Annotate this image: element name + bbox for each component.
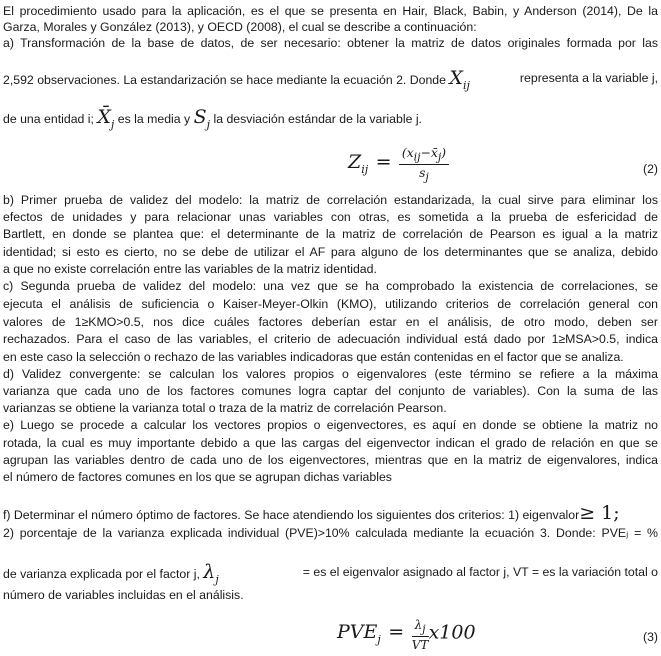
item-a-line-1: a) Transformación de la base de datos, de ser necesario: obtener la matriz de datos originales formada por las	[3, 36, 658, 50]
eq3-tail: x100	[428, 621, 476, 644]
item-c-line-2: ejecuta el análisis de suficiencia o Kaiser-Meyer-Olkin (KMO), utilizando criterios de correlación general con	[3, 297, 658, 311]
item-a-text-5: la desviación estándar de la variable j.	[210, 112, 422, 126]
eq2-denominator: $s_j$	[419, 166, 429, 184]
item-e-line-4: el número de factores comunes en los que se agrupan dichas variables	[3, 470, 392, 484]
math-xij: $X_{ij}$	[449, 67, 470, 92]
item-a-line-3	[3, 106, 658, 136]
item-f-line-1	[3, 503, 658, 525]
equation-3-number: (3)	[642, 630, 658, 644]
item-f-text-2: de varianza explicada por el factor j,	[3, 567, 204, 581]
eq2-lhs: $Z_{ij}$	[348, 151, 369, 176]
item-c-line-4: rechazados. Para el caso de las variables, el criterio de adecuación individual está dado por 1≥MSA>0.5, indica	[3, 332, 658, 346]
item-b-line-3: Bartlett, en donde se plantea que: el determinante de la matriz de correlación de Pearson es igual a la matriz	[3, 227, 658, 241]
item-b-line-1: b) Primer prueba de validez del modelo: la matriz de correlación estandarizada, la cual sirve para eliminar los	[3, 193, 658, 207]
equation-2	[348, 146, 449, 184]
item-c-line-3: valores de 1≥KMO>0.5, nos dice cuáles factores deberían estar en el análisis, de otro modo, deben ser	[3, 315, 658, 329]
item-d-line-2: varianza que cada uno de los factores comunes logra captar del conjunto de variables). Con la suma de las	[3, 384, 658, 398]
item-a-line-2	[3, 68, 658, 96]
eq3-equals: =	[388, 621, 405, 644]
item-c-line-5: en este caso la selección o rechazo de las variables indicadoras que están contenidas en el factor que se analiza.	[3, 350, 624, 364]
item-a-text-3: de una entidad i;	[3, 112, 98, 126]
item-c-line-1: c) Segunda prueba de validez del modelo: una vez que se ha comprobado la existencia de correlaciones, se	[3, 279, 658, 293]
item-d-line-3: varianzas se obtiene la varianza total o traza de la matriz de correlación Pearson.	[3, 401, 447, 415]
eq3-denominator: VT	[411, 638, 429, 653]
item-b-line-5: a que no existe correlación entre las variables de la matriz identidad.	[3, 262, 377, 276]
eq3-fraction	[412, 618, 429, 652]
item-f-line-2: 2) porcentaje de la varianza explicada individual (PVE)>10% calculada mediante la ecuación 3. Donde: PVEⱼ = %	[3, 526, 658, 540]
item-b-line-2: efectos de unidades y para relacionar unas variables con otras, es sometida a la prueba de esfericidad de	[3, 210, 658, 224]
intro-line-2: Garza, Morales y González (2013), y OECD (2008), el cual se describe a continuación:	[3, 20, 477, 34]
intro-line-1: El procedimiento usado para la aplicación, es el que se presenta en Hair, Black, Babin, y Anderson (2014), De la	[3, 4, 658, 18]
equation-3	[337, 618, 476, 652]
eq2-numerator: $(x_{ij}-x̄_j)$	[399, 146, 449, 165]
item-e-line-1: e) Luego se procede a calcular los vectores propios o eigenvectores, es aquí en donde se obtiene la matriz no	[3, 418, 658, 432]
item-b-line-4: identidad; si esto es cierto, no se debe de utilizar el AF para alguno de los determinantes que se analiza, debido	[3, 245, 658, 259]
eq3-lhs: $PVE_j$	[337, 621, 381, 647]
math-lambda-j: $\lambda_j$	[203, 561, 219, 586]
eq2-equals: =	[375, 151, 392, 174]
equation-2-number: (2)	[642, 162, 658, 176]
item-d-line-1: d) Validez convergente: se calculan los valores propios o eigenvalores (este término se refiere a la máxima	[3, 367, 658, 381]
item-a-text-4: es la media y	[114, 112, 194, 126]
math-s-j: $S_j$	[193, 106, 211, 131]
math-geq-1: ≥ 1;	[579, 502, 620, 524]
item-f-line-3	[3, 561, 658, 591]
eq2-fraction	[399, 146, 449, 184]
item-e-line-3: agrupan las variables dentro de cada uno de los eigenvectores, mientras que en la matriz de eigenvalores, indica	[3, 453, 658, 467]
item-a-text-1: 2,592 observaciones. La estandarización se hace mediante la ecuación 2. Donde	[3, 73, 450, 87]
item-f-line-4: número de variables incluidas en el análisis.	[3, 588, 244, 602]
eq3-numerator: $\lambda_j$	[412, 618, 429, 637]
item-e-line-2: rotada, la cual es muy importante debido a que las cargas del eigenvector indican el grado de relación en que se	[3, 436, 658, 450]
item-f-text-3: = es el eigenvalor asignado al factor j, VT = es la variación total o	[302, 565, 658, 579]
math-xbar-j: $X̄_j$	[97, 106, 115, 131]
item-a-text-2: representa a la variable j,	[519, 71, 658, 85]
item-f-text-1: f) Determinar el número óptimo de factores. Se hace atendiendo los siguientes dos criterios: 1) eigenvalor	[3, 508, 580, 522]
